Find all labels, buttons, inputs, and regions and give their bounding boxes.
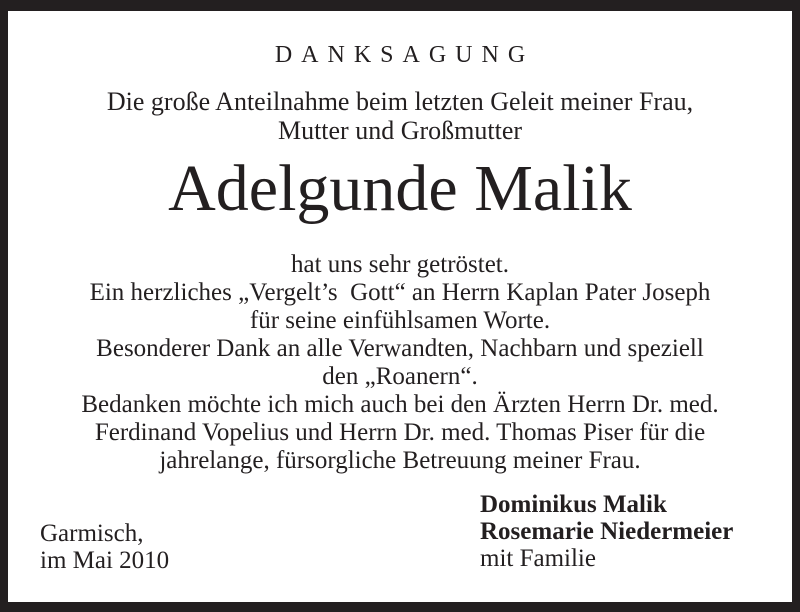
notice-header: DANKSAGUNG	[274, 42, 535, 68]
deceased-name: Adelgunde Malik	[168, 152, 632, 225]
signatures-block	[480, 491, 733, 572]
body-line: Ferdinand Vopelius und Herrn Dr. med. Thomas Piser für die	[94, 419, 706, 446]
signature-name-2: Rosemarie Niedermeier	[480, 518, 734, 545]
intro-line-2: Mutter und Großmutter	[277, 116, 523, 145]
body-line: Besonderer Dank an alle Verwandten, Nachbarn und speziell	[96, 335, 704, 362]
date-line: im Mai 2010	[40, 547, 170, 574]
notice-paper	[8, 11, 792, 602]
intro-line-1: Die große Anteilnahme beim letzten Geleit meiner Frau,	[106, 87, 694, 116]
body-line: hat uns sehr getröstet.	[290, 251, 509, 278]
intro-block	[8, 87, 792, 145]
body-line: Bedanken möchte ich mich auch bei den Ärzten Herrn Dr. med.	[81, 391, 719, 418]
place-line: Garmisch,	[40, 520, 144, 547]
signature-name-1: Dominikus Malik	[480, 491, 667, 518]
signature-area	[8, 491, 792, 591]
body-line: für seine einfühlsamen Worte.	[249, 307, 551, 334]
body-line: jahrelange, fürsorgliche Betreuung meiner Frau.	[159, 447, 641, 474]
body-block	[8, 251, 792, 475]
place-date-block	[40, 520, 169, 574]
signature-family: mit Familie	[480, 545, 596, 572]
body-line: Ein herzliches „Vergelt’s Gott“ an Herrn Kaplan Pater Joseph	[89, 279, 711, 306]
body-line: den „Roanern“.	[322, 363, 478, 390]
